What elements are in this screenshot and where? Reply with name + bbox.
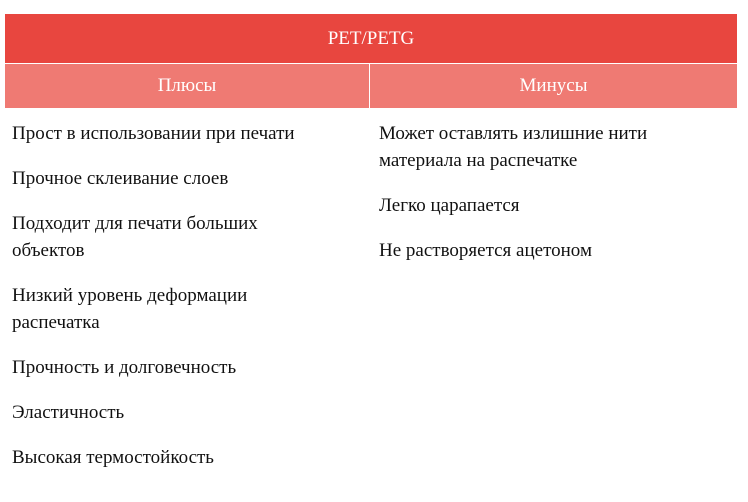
cons-item: Легко царапается [379,195,520,216]
pros-header: Плюсы [5,64,370,108]
pros-column [5,120,370,489]
table-header-row [5,64,737,108]
cons-item: Не растворяется ацетоном [379,240,592,261]
table-body [5,108,737,489]
table-title: PET/PETG [5,14,737,64]
pros-item: Прост в использовании при печати [12,123,295,144]
comparison-table [5,14,737,489]
pros-item: Подходит для печати больших объектов [12,213,258,261]
cons-item: Может оставлять излишние нити материала на распечатке [379,123,648,171]
cons-column [370,120,737,489]
pros-item: Прочное склеивание слоев [12,168,229,189]
pros-item: Высокая термостойкость [12,447,214,468]
cons-header: Минусы [519,75,588,96]
pros-item: Эластичность [12,402,125,423]
pros-item: Низкий уровень деформации распечатка [12,285,248,333]
pros-item: Прочность и долговечность [12,357,237,378]
